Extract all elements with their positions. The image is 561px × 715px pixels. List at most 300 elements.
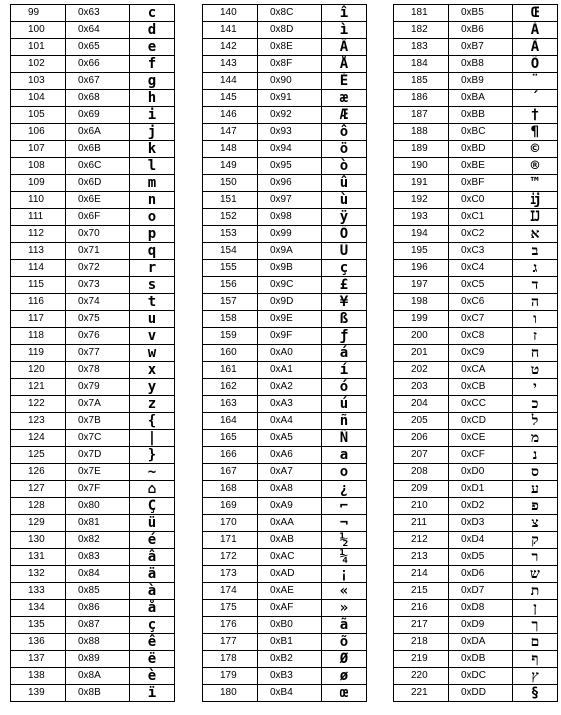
hex-cell: 0x83 (66, 549, 130, 566)
table-row (11, 379, 175, 396)
table-row (203, 175, 367, 192)
decimal-cell: 175 (203, 600, 258, 617)
decimal-cell: 138 (11, 668, 66, 685)
glyph-cell: Å (322, 56, 367, 73)
table-row (394, 328, 558, 345)
hex-cell: 0xA6 (258, 447, 322, 464)
table-row (394, 107, 558, 124)
glyph-cell: ĳ (513, 192, 558, 209)
glyph-cell: Æ (322, 107, 367, 124)
hex-cell: 0xCC (449, 396, 513, 413)
glyph-cell: ⌐ (322, 498, 367, 515)
table-row (394, 379, 558, 396)
decimal-cell: 109 (11, 175, 66, 192)
decimal-cell: 119 (11, 345, 66, 362)
char-table-2 (202, 4, 367, 702)
table-row (11, 311, 175, 328)
table-row (11, 651, 175, 668)
table-row (394, 515, 558, 532)
table-row (394, 549, 558, 566)
table-row (203, 73, 367, 90)
glyph-cell: k (130, 141, 175, 158)
decimal-cell: 201 (394, 345, 449, 362)
hex-cell: 0x8F (258, 56, 322, 73)
glyph-cell: q (130, 243, 175, 260)
decimal-cell: 108 (11, 158, 66, 175)
decimal-cell: 179 (203, 668, 258, 685)
hex-cell: 0xC2 (449, 226, 513, 243)
hex-cell: 0xCA (449, 362, 513, 379)
glyph-cell: o (322, 464, 367, 481)
table-row (394, 175, 558, 192)
glyph-cell: ¶ (513, 124, 558, 141)
hex-cell: 0x6E (66, 192, 130, 209)
glyph-cell: ú (322, 396, 367, 413)
hex-cell: 0x69 (66, 107, 130, 124)
decimal-cell: 169 (203, 498, 258, 515)
decimal-cell: 211 (394, 515, 449, 532)
decimal-cell: 191 (394, 175, 449, 192)
table-row (11, 124, 175, 141)
hex-cell: 0x73 (66, 277, 130, 294)
table-row (203, 243, 367, 260)
glyph-cell: Ĳ (513, 209, 558, 226)
table-row (203, 685, 367, 702)
decimal-cell: 202 (394, 362, 449, 379)
hex-cell: 0xD9 (449, 617, 513, 634)
table-row (11, 413, 175, 430)
table-row (203, 22, 367, 39)
hex-cell: 0xB7 (449, 39, 513, 56)
hex-cell: 0x9B (258, 260, 322, 277)
decimal-cell: 204 (394, 396, 449, 413)
decimal-cell: 170 (203, 515, 258, 532)
glyph-cell: ⌂ (130, 481, 175, 498)
table-row (203, 532, 367, 549)
glyph-cell: j (130, 124, 175, 141)
glyph-cell: ¥ (322, 294, 367, 311)
hex-cell: 0x7B (66, 413, 130, 430)
table-row (203, 39, 367, 56)
table-row (11, 277, 175, 294)
glyph-cell: ה (513, 294, 558, 311)
glyph-cell: å (130, 600, 175, 617)
hex-cell: 0xAF (258, 600, 322, 617)
glyph-cell: ר (513, 549, 558, 566)
decimal-cell: 215 (394, 583, 449, 600)
decimal-cell: 127 (11, 481, 66, 498)
table-row (394, 566, 558, 583)
hex-cell: 0x99 (258, 226, 322, 243)
table-row (11, 498, 175, 515)
hex-cell: 0x6F (66, 209, 130, 226)
decimal-cell: 166 (203, 447, 258, 464)
glyph-cell: ó (322, 379, 367, 396)
hex-cell: 0x88 (66, 634, 130, 651)
decimal-cell: 136 (11, 634, 66, 651)
hex-cell: 0x8A (66, 668, 130, 685)
glyph-cell: À (513, 22, 558, 39)
glyph-cell: ץ (513, 668, 558, 685)
hex-cell: 0x92 (258, 107, 322, 124)
table-row (203, 209, 367, 226)
hex-cell: 0x6C (66, 158, 130, 175)
glyph-cell: ä (130, 566, 175, 583)
glyph-cell: û (322, 175, 367, 192)
char-table-1 (10, 4, 175, 702)
table-row (394, 464, 558, 481)
hex-cell: 0xB1 (258, 634, 322, 651)
decimal-cell: 188 (394, 124, 449, 141)
table-row (394, 532, 558, 549)
glyph-cell: h (130, 90, 175, 107)
hex-cell: 0x8B (66, 685, 130, 702)
table-row (203, 668, 367, 685)
decimal-cell: 195 (394, 243, 449, 260)
table-row (203, 90, 367, 107)
table-row (203, 617, 367, 634)
table-row (203, 294, 367, 311)
glyph-cell: l (130, 158, 175, 175)
decimal-cell: 114 (11, 260, 66, 277)
glyph-cell: Ã (513, 39, 558, 56)
decimal-cell: 214 (394, 566, 449, 583)
table-row (203, 260, 367, 277)
glyph-cell: ם (513, 634, 558, 651)
table-row (394, 124, 558, 141)
decimal-cell: 216 (394, 600, 449, 617)
decimal-cell: 167 (203, 464, 258, 481)
hex-cell: 0x6A (66, 124, 130, 141)
glyph-cell: ע (513, 481, 558, 498)
glyph-cell: g (130, 73, 175, 90)
decimal-cell: 174 (203, 583, 258, 600)
hex-cell: 0x95 (258, 158, 322, 175)
decimal-cell: 113 (11, 243, 66, 260)
hex-cell: 0xCD (449, 413, 513, 430)
hex-cell: 0xB2 (258, 651, 322, 668)
hex-cell: 0x74 (66, 294, 130, 311)
hex-cell: 0xAE (258, 583, 322, 600)
table-row (394, 294, 558, 311)
table-row (11, 5, 175, 22)
hex-cell: 0x7D (66, 447, 130, 464)
hex-cell: 0xA9 (258, 498, 322, 515)
hex-cell: 0xB5 (449, 5, 513, 22)
decimal-cell: 133 (11, 583, 66, 600)
decimal-cell: 165 (203, 430, 258, 447)
table-row (11, 175, 175, 192)
glyph-cell: ח (513, 345, 558, 362)
table-row (11, 107, 175, 124)
glyph-cell: w (130, 345, 175, 362)
glyph-cell: p (130, 226, 175, 243)
table-row (11, 566, 175, 583)
table-row (203, 515, 367, 532)
hex-cell: 0x7C (66, 430, 130, 447)
hex-cell: 0xA1 (258, 362, 322, 379)
decimal-cell: 101 (11, 39, 66, 56)
decimal-cell: 219 (394, 651, 449, 668)
hex-cell: 0x93 (258, 124, 322, 141)
decimal-cell: 128 (11, 498, 66, 515)
glyph-cell: ø (322, 668, 367, 685)
table-row (394, 668, 558, 685)
glyph-cell: Ç (130, 498, 175, 515)
glyph-cell: d (130, 22, 175, 39)
decimal-cell: 161 (203, 362, 258, 379)
glyph-cell: ï (130, 685, 175, 702)
hex-cell: 0xBF (449, 175, 513, 192)
table-row (11, 22, 175, 39)
glyph-cell: פ (513, 498, 558, 515)
table-row (394, 209, 558, 226)
glyph-cell: t (130, 294, 175, 311)
decimal-cell: 162 (203, 379, 258, 396)
table-row (394, 73, 558, 90)
hex-cell: 0xB4 (258, 685, 322, 702)
glyph-cell: ן (513, 600, 558, 617)
glyph-cell: ƒ (322, 328, 367, 345)
glyph-cell: ¡ (322, 566, 367, 583)
glyph-cell: ù (322, 192, 367, 209)
hex-cell: 0xD1 (449, 481, 513, 498)
table-row (203, 362, 367, 379)
decimal-cell: 157 (203, 294, 258, 311)
hex-cell: 0xA5 (258, 430, 322, 447)
decimal-cell: 168 (203, 481, 258, 498)
glyph-cell: ™ (513, 175, 558, 192)
hex-cell: 0xA7 (258, 464, 322, 481)
decimal-cell: 126 (11, 464, 66, 481)
hex-cell: 0xBA (449, 90, 513, 107)
glyph-cell: ש (513, 566, 558, 583)
glyph-cell: ÿ (322, 209, 367, 226)
glyph-cell: é (130, 532, 175, 549)
hex-cell: 0xD3 (449, 515, 513, 532)
glyph-cell: ¼ (322, 549, 367, 566)
table-row (203, 566, 367, 583)
table-row (11, 634, 175, 651)
glyph-cell: ¬ (322, 515, 367, 532)
decimal-cell: 217 (394, 617, 449, 634)
decimal-cell: 134 (11, 600, 66, 617)
table-row (394, 447, 558, 464)
hex-cell: 0xD4 (449, 532, 513, 549)
decimal-cell: 132 (11, 566, 66, 583)
glyph-cell: † (513, 107, 558, 124)
table-row (11, 362, 175, 379)
decimal-cell: 117 (11, 311, 66, 328)
hex-cell: 0x66 (66, 56, 130, 73)
decimal-cell: 139 (11, 685, 66, 702)
glyph-cell: e (130, 39, 175, 56)
decimal-cell: 118 (11, 328, 66, 345)
table-row (203, 158, 367, 175)
decimal-cell: 107 (11, 141, 66, 158)
table-row (394, 345, 558, 362)
table-row (11, 39, 175, 56)
hex-cell: 0x94 (258, 141, 322, 158)
table-row (394, 481, 558, 498)
decimal-cell: 210 (394, 498, 449, 515)
table-row (11, 532, 175, 549)
decimal-cell: 151 (203, 192, 258, 209)
glyph-cell: נ (513, 447, 558, 464)
glyph-cell: ´ (513, 90, 558, 107)
glyph-cell: ½ (322, 532, 367, 549)
table-row (394, 260, 558, 277)
glyph-cell: « (322, 583, 367, 600)
table-row (394, 396, 558, 413)
hex-cell: 0xD8 (449, 600, 513, 617)
glyph-cell: è (130, 668, 175, 685)
glyph-cell: ã (322, 617, 367, 634)
hex-cell: 0x6D (66, 175, 130, 192)
glyph-cell: í (322, 362, 367, 379)
decimal-cell: 183 (394, 39, 449, 56)
table-row (203, 430, 367, 447)
glyph-cell: ט (513, 362, 558, 379)
table-row (11, 158, 175, 175)
table-row (203, 379, 367, 396)
decimal-cell: 164 (203, 413, 258, 430)
hex-cell: 0x63 (66, 5, 130, 22)
decimal-cell: 102 (11, 56, 66, 73)
table-row (203, 464, 367, 481)
table-row (11, 328, 175, 345)
table-row (11, 243, 175, 260)
hex-cell: 0xB8 (449, 56, 513, 73)
hex-cell: 0xAC (258, 549, 322, 566)
glyph-cell: } (130, 447, 175, 464)
table-row (11, 345, 175, 362)
glyph-cell: ב (513, 243, 558, 260)
table-row (203, 498, 367, 515)
decimal-cell: 198 (394, 294, 449, 311)
glyph-cell: § (513, 685, 558, 702)
decimal-cell: 152 (203, 209, 258, 226)
table-row (203, 345, 367, 362)
hex-cell: 0xA2 (258, 379, 322, 396)
hex-cell: 0x78 (66, 362, 130, 379)
table-row (394, 56, 558, 73)
glyph-cell: r (130, 260, 175, 277)
glyph-cell: Ö (322, 226, 367, 243)
table-row (11, 481, 175, 498)
hex-cell: 0x68 (66, 90, 130, 107)
table-row (394, 226, 558, 243)
glyph-cell: î (322, 5, 367, 22)
glyph-cell: ë (130, 651, 175, 668)
hex-cell: 0xD5 (449, 549, 513, 566)
decimal-cell: 158 (203, 311, 258, 328)
decimal-cell: 131 (11, 549, 66, 566)
decimal-cell: 190 (394, 158, 449, 175)
decimal-cell: 143 (203, 56, 258, 73)
decimal-cell: 116 (11, 294, 66, 311)
table-row (203, 447, 367, 464)
decimal-cell: 180 (203, 685, 258, 702)
decimal-cell: 199 (394, 311, 449, 328)
glyph-cell: œ (322, 685, 367, 702)
glyph-cell: ç (130, 617, 175, 634)
hex-cell: 0xD7 (449, 583, 513, 600)
glyph-cell: כ (513, 396, 558, 413)
decimal-cell: 182 (394, 22, 449, 39)
table-row (203, 226, 367, 243)
hex-cell: 0xA8 (258, 481, 322, 498)
hex-cell: 0xAA (258, 515, 322, 532)
table-row (11, 464, 175, 481)
glyph-cell: a (322, 447, 367, 464)
hex-cell: 0xAD (258, 566, 322, 583)
table-row (394, 430, 558, 447)
hex-cell: 0x71 (66, 243, 130, 260)
glyph-cell: s (130, 277, 175, 294)
table-row (11, 685, 175, 702)
table-row (11, 668, 175, 685)
hex-cell: 0xDD (449, 685, 513, 702)
glyph-cell: f (130, 56, 175, 73)
decimal-cell: 193 (394, 209, 449, 226)
hex-cell: 0x9E (258, 311, 322, 328)
decimal-cell: 121 (11, 379, 66, 396)
decimal-cell: 213 (394, 549, 449, 566)
hex-cell: 0xCF (449, 447, 513, 464)
hex-cell: 0x84 (66, 566, 130, 583)
glyph-cell: ק (513, 532, 558, 549)
decimal-cell: 148 (203, 141, 258, 158)
hex-cell: 0x81 (66, 515, 130, 532)
decimal-cell: 197 (394, 277, 449, 294)
decimal-cell: 187 (394, 107, 449, 124)
hex-cell: 0xB3 (258, 668, 322, 685)
decimal-cell: 112 (11, 226, 66, 243)
hex-cell: 0x90 (258, 73, 322, 90)
glyph-cell: ו (513, 311, 558, 328)
hex-cell: 0xC5 (449, 277, 513, 294)
glyph-cell: ¿ (322, 481, 367, 498)
decimal-cell: 124 (11, 430, 66, 447)
table-row (203, 107, 367, 124)
table-row (394, 5, 558, 22)
hex-cell: 0xAB (258, 532, 322, 549)
decimal-cell: 105 (11, 107, 66, 124)
glyph-cell: ך (513, 617, 558, 634)
table-row (203, 141, 367, 158)
hex-cell: 0xA3 (258, 396, 322, 413)
decimal-cell: 189 (394, 141, 449, 158)
glyph-cell: ü (130, 515, 175, 532)
decimal-cell: 145 (203, 90, 258, 107)
glyph-cell: £ (322, 277, 367, 294)
glyph-cell: » (322, 600, 367, 617)
decimal-cell: 221 (394, 685, 449, 702)
table-row (394, 600, 558, 617)
decimal-cell: 186 (394, 90, 449, 107)
table-row (11, 396, 175, 413)
decimal-cell: 129 (11, 515, 66, 532)
glyph-cell: א (513, 226, 558, 243)
decimal-cell: 149 (203, 158, 258, 175)
hex-cell: 0xCB (449, 379, 513, 396)
glyph-cell: ל (513, 413, 558, 430)
table-row (394, 651, 558, 668)
glyph-cell: Ñ (322, 430, 367, 447)
table-row (203, 277, 367, 294)
glyph-cell: o (130, 209, 175, 226)
